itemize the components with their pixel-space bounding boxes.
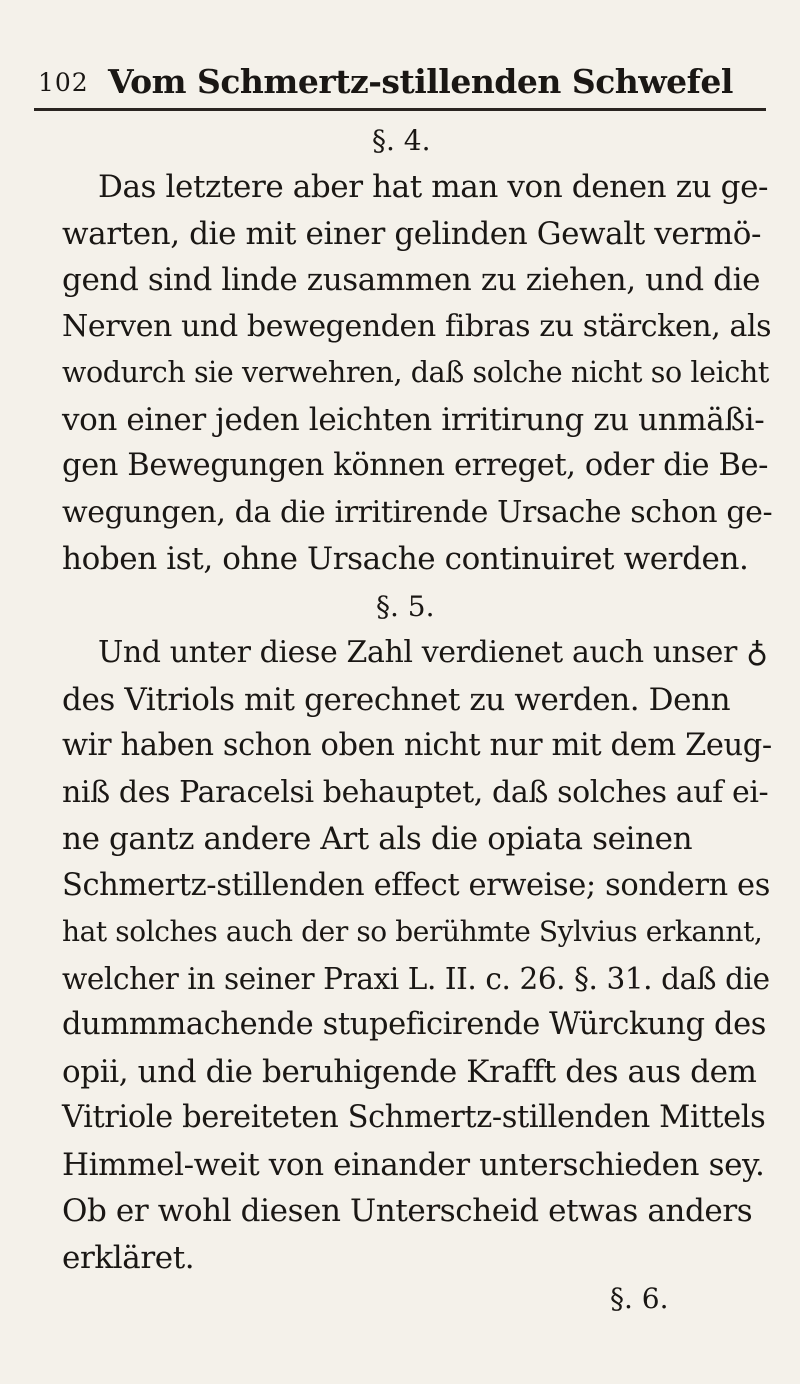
- text-line: Das letztere aber hat man von denen zu ge-: [98, 169, 769, 205]
- text-line: wodurch sie verwehren, daß solche nicht so leicht: [62, 356, 769, 389]
- text-line: gen Bewegungen können erreget, oder die Be-: [62, 448, 769, 483]
- paragraph-section-4: [62, 164, 774, 583]
- text-line: Nerven und bewegenden fibras zu stärcken, als: [62, 308, 772, 344]
- text-line: dummmachende stupeficirende Würckung des: [62, 1007, 766, 1042]
- text-line: Schmertz-stillenden effect erweise; sondern es: [62, 867, 770, 903]
- text-line: niß des Paracelsi behauptet, daß solches auf ei-: [62, 774, 769, 810]
- text-line: des Vitriols mit gerechnet zu werden. Denn: [62, 681, 731, 718]
- header-rule: [34, 108, 766, 111]
- text-line: ne gantz andere Art als die opiata seinen: [62, 821, 693, 857]
- text-line: warten, die mit einer gelinden Gewalt vermö-: [62, 215, 762, 252]
- text-line: wegungen, da die irritirende Ursache schon ge-: [62, 494, 773, 530]
- text-line: gend sind linde zusammen zu ziehen, und die: [62, 262, 761, 298]
- text-line: von einer jeden leichten irritirung zu unmäßi-: [62, 401, 765, 438]
- text-line: wir haben schon oben nicht nur mit dem Zeug-: [62, 728, 772, 763]
- text-line: hat solches auch der so berühmte Sylvius erkannt,: [62, 915, 763, 948]
- text-line: welcher in seiner Praxi L. II. c. 26. §. 31. daß die: [62, 961, 770, 996]
- text-line: Ob er wohl diesen Unterscheid etwas anders: [62, 1193, 753, 1229]
- text-line: Und unter diese Zahl verdienet auch unser ♁: [98, 635, 768, 670]
- running-title: Vom Schmertz-stillenden Schwefel: [108, 62, 733, 101]
- text-line: Himmel-weit von einander unterschieden sey.: [62, 1146, 765, 1183]
- paragraph-section-5: [62, 630, 774, 1281]
- running-head: [38, 62, 758, 102]
- next-section-mark: §. 6.: [610, 1282, 669, 1315]
- section-mark-4: §. 4.: [372, 124, 431, 157]
- text-line: hoben ist, ohne Ursache continuiret werden.: [62, 541, 749, 577]
- section-mark-5: §. 5.: [376, 590, 435, 623]
- text-line: opii, und die beruhigende Krafft des aus dem: [62, 1053, 757, 1090]
- page-number: 102: [38, 68, 89, 97]
- text-line: Vitriole bereiteten Schmertz-stillenden Mittels: [62, 1100, 766, 1135]
- text-line: erkläret.: [62, 1239, 195, 1276]
